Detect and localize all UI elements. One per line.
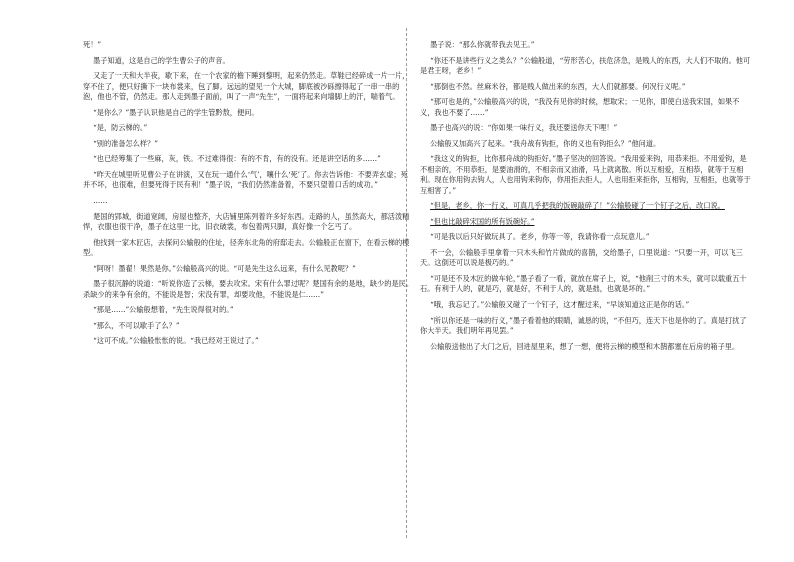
paragraph-text: 墨子说：“那么你就带我去见王。”	[430, 40, 535, 49]
paragraph	[420, 217, 752, 227]
paragraph	[420, 300, 752, 310]
paragraph	[83, 321, 413, 331]
paragraph	[420, 201, 752, 211]
paragraph-text: “但也比敲碎宋国的所有饭碗好。”	[430, 216, 535, 226]
paragraph	[83, 71, 413, 102]
paragraph-text: ……	[93, 195, 108, 205]
paragraph	[83, 279, 413, 300]
paragraph	[83, 196, 413, 206]
paragraph	[83, 139, 413, 149]
paragraph-text: “那可也是的，”公输般高兴的说，“我没有见你的时候，想取宋；一见你，即使白送我宋国，如果不义，我也不要了……”	[420, 97, 740, 117]
paragraph	[83, 305, 413, 315]
paragraph-text: 公输般送他出了大门之后，回进屋里来，想了一想，便将云梯的模型和木鹊都塞在后房的箱子里。	[430, 341, 740, 351]
paragraph	[420, 342, 752, 352]
paragraph	[420, 274, 752, 295]
paragraph-text: “你还不是讲些行义之类么？”公输般道，“劳形苦心，扶危济急，是贱人的东西，大人们不取的。他可是君王呀，老乡！”	[420, 55, 751, 75]
paragraph-text: 不一会，公输般手里拿着一只木头和竹片做成的喜鹊，交给墨子，口里说道：“只要一开，可以飞三天。这倒还可以说是极巧的。”	[420, 247, 743, 268]
paragraph-text: “可是还不及木匠的做车轮，”墨子看了一看，就放在席子上，说，“他削三寸的木头，就可以载重五十石。有利于人的，就是巧，就是好，不利于人的，就是拙，也就是坏的。”	[420, 273, 747, 294]
paragraph-text: “这可不成。”公输般怅怅的说。“我已经对王说过了。”	[93, 336, 259, 346]
paragraph-text: 墨子很沉静的说道：“听说你造了云梯，要去攻宋。宋有什么罪过呢？楚国有余的是地，缺少的是民。杀缺少的来争有余的，不能说是智；宋没有罪，却要攻他，不能说是仁……”	[83, 279, 414, 299]
paragraph	[83, 108, 413, 118]
paragraph	[83, 170, 413, 191]
paragraph	[83, 56, 413, 66]
paragraph	[420, 82, 752, 92]
paragraph-text: 墨子也高兴的说：“你如果一味行义，我还要送你天下哩！”	[430, 123, 618, 133]
paragraph	[420, 123, 752, 133]
paragraph-text: “所以你还是一味的行义，”墨子看着他的眼睛，诚恳的说，“不但巧，连天下也是你的了。真是打扰了你大半天。我们明年再见罢。”	[420, 315, 747, 335]
paragraph-text: “也已经筹集了一些麻，灰，铁。不过难得很：有的不肯，有的没有。还是讲空话的多……”	[93, 154, 381, 164]
paragraph	[420, 248, 752, 269]
right-column	[420, 40, 752, 357]
paragraph-text: “那么，不可以歇手了么？”	[93, 320, 180, 330]
left-column	[83, 40, 413, 352]
paragraph	[83, 264, 413, 274]
paragraph-text: “那倒也不然。丝麻米谷，都是贱人做出来的东西，大人们就都要。何况行义呢。”	[430, 81, 686, 91]
paragraph-text: 墨子知道，这是自己的学生曹公子的声音。	[93, 55, 230, 65]
paragraph	[83, 336, 413, 346]
paragraph-text: “哦，我忘记了。”公输般又碰了一个钉子，这才醒过来，“早该知道这正是你的话。”	[430, 299, 690, 309]
paragraph	[420, 56, 752, 77]
paragraph-text: “昨天在城里听见曹公子在讲演，又在玩一通什么‘气’，嚷什么‘死’了。你去告诉他：不要弄玄虚；死并不坏，也很难，但要死得于民有利！”墨子说，“我们仍然准备着，不要只望着口舌的成功。”	[83, 169, 408, 190]
paragraph-text: “那是……”公输般想着，“先生说得很对的。”	[93, 305, 234, 315]
paragraph-text: 公输般又加高兴了起来。“我舟战有钩拒，你的义也有钩拒么？”他问道。	[430, 138, 661, 148]
paragraph	[83, 212, 413, 233]
paragraph-text: 又走了一天和大半夜，歇下来，在一个农家的檐下睡到黎明，起来仍然走。草鞋已经碎成一片一片，穿不住了，便只好撕下一块布裳来，包了脚。远远的望见一个大城，脚底被沙砾擦得起了一串一串的泡，他也不管，仍然走。那人走到墨子面前，叫了一声“先生”，一面将起来向墙脚上的汗，喘着气。	[83, 71, 410, 101]
paragraph	[420, 154, 752, 196]
paragraph-text: “但是，老乡，你一行义，可真几乎把我的饭碗敲碎了！”公输般碰了一个钉子之后，改口说。	[430, 201, 725, 211]
paragraph	[420, 316, 752, 337]
paragraph-text: 楚国的郢城，街道宽阔，房屋也整齐，大店铺里陈列着许多好东西。走路的人，虽然高大，都活泼精悍，衣服也很干净，墨子在这里一比，旧衣破裳，布包着两只脚，真好像一个乞丐了。	[83, 211, 410, 231]
paragraph-text: “是，防云梯的。”	[93, 123, 148, 133]
paragraph-text: 死！”	[83, 40, 102, 49]
paragraph	[420, 232, 752, 242]
paragraph-text: “别的准备怎么样？”	[93, 138, 158, 148]
paragraph-text: “阿呀！墨翟！果然是你。”公输般高兴的说。“可是先生这么远来，有什么见教呢？”	[93, 263, 356, 273]
paragraph	[420, 97, 752, 118]
paragraph-text: “是你么？”墨子认识他是自己的学生管黔敖，便问。	[93, 107, 259, 117]
paragraph	[83, 40, 413, 50]
paragraph-text: “可是我以后只好做玩具了。老乡，你等一等，我请你看一点玩意儿。”	[430, 232, 650, 242]
paragraph-text: 他找到一家木匠店，去探问公输般的住址，径奔东北角的府邸走去。公输般正在窗下，在看云梯的模型。	[83, 237, 410, 257]
paragraph	[83, 123, 413, 133]
paragraph	[83, 154, 413, 164]
paragraph	[83, 238, 413, 259]
paragraph	[420, 139, 752, 149]
paragraph	[420, 40, 752, 50]
paragraph-text: “我这义的钩拒，比你那舟战的钩拒好。”墨子坚决的回答说。“我用爱来钩，用恭来拒。不用爱钩，是不相亲的，不用恭拒，是要油滑的，不相亲而又油滑，马上就离散。所以互相爱，互相恭，就等于互相利。现在你用钩去钩人，人也用钩来钩你，你用拒去拒人，人也用拒来拒你，互相钩，互相拒，也就等于互相害了。”	[420, 154, 751, 195]
